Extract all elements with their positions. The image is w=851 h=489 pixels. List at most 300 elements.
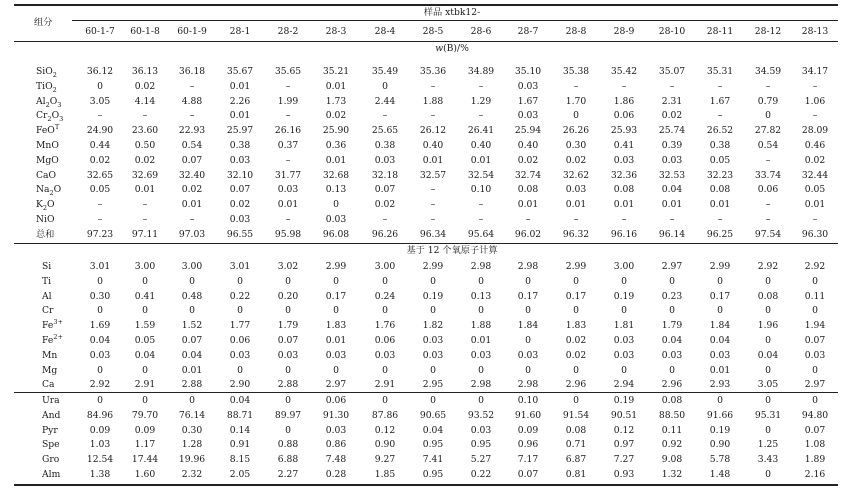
table-cell: 32.65 xyxy=(86,169,114,181)
table-cell: – xyxy=(430,110,436,122)
table-cell: 26.52 xyxy=(706,125,734,137)
table-cell: – xyxy=(669,80,675,92)
table-cell: 2.95 xyxy=(422,379,444,391)
row-label: And xyxy=(42,409,61,421)
table-cell: 28.09 xyxy=(801,125,829,137)
header-rule xyxy=(14,41,838,42)
table-cell: 9.08 xyxy=(661,454,683,466)
table-cell: 0 xyxy=(812,305,818,317)
table-cell: 97.23 xyxy=(86,228,114,240)
table-cell: 0.01 xyxy=(181,364,203,376)
table-cell: 0.10 xyxy=(517,395,539,406)
table-cell: 0.22 xyxy=(470,469,492,480)
table-cell: – xyxy=(765,199,771,211)
table-cell: 0.17 xyxy=(325,290,347,302)
table-cell: 0.02 xyxy=(661,110,683,122)
table-cell: 0.90 xyxy=(374,439,396,451)
table-cell: 0.02 xyxy=(517,154,539,166)
table-cell: 1.67 xyxy=(517,95,539,107)
table-cell: 32.23 xyxy=(706,169,734,181)
table-cell: 0.81 xyxy=(565,469,587,480)
row-label: $Na_2O$ xyxy=(36,184,62,198)
table-cell: 0 xyxy=(97,305,103,317)
table-cell: 0.01 xyxy=(229,80,251,92)
table-cell: 2.93 xyxy=(709,379,731,391)
table-cell: 25.74 xyxy=(658,125,686,137)
table-cell: 1.08 xyxy=(804,439,826,451)
column-header: 28-5 xyxy=(422,26,444,37)
table-cell: 0.04 xyxy=(661,335,683,346)
table-cell: 90.51 xyxy=(610,409,638,421)
table-cell: 0.08 xyxy=(709,184,731,196)
table-cell: 0.38 xyxy=(374,140,396,151)
table-cell: 32.74 xyxy=(514,169,542,181)
table-cell: 0 xyxy=(430,305,436,317)
table-cell: 0.91 xyxy=(229,439,251,451)
table-cell: 35.21 xyxy=(322,66,350,77)
table-cell: 2.44 xyxy=(374,95,396,107)
table-cell: 0.01 xyxy=(325,335,347,346)
table-cell: 3.01 xyxy=(229,261,251,272)
table-cell: 0 xyxy=(285,395,291,406)
table-cell: 0.40 xyxy=(470,140,492,151)
row-label: 总和 xyxy=(36,228,55,240)
table-cell: 0.28 xyxy=(325,469,347,480)
table-cell: 0.01 xyxy=(661,199,683,211)
table-cell: 96.14 xyxy=(658,228,686,240)
table-cell: 0.08 xyxy=(661,395,683,406)
table-cell: 0.08 xyxy=(613,184,635,196)
table-cell: 0 xyxy=(478,364,484,376)
table-cell: 33.74 xyxy=(754,169,782,181)
table-cell: 0 xyxy=(142,364,148,376)
table-cell: 0.03 xyxy=(517,110,539,122)
table-cell: 0.17 xyxy=(709,290,731,302)
table-cell: 1.81 xyxy=(613,320,635,332)
table-cell: 0 xyxy=(812,395,818,406)
table-cell: 0 xyxy=(333,199,339,211)
table-cell: 25.94 xyxy=(514,125,542,137)
table-cell: 2.92 xyxy=(804,261,826,272)
table-cell: 3.02 xyxy=(277,261,299,272)
table-cell: 89.97 xyxy=(274,409,302,421)
table-cell: 0 xyxy=(621,305,627,317)
table-cell: – xyxy=(430,199,436,211)
table-cell: 1.83 xyxy=(565,320,587,332)
table-cell: 2.91 xyxy=(374,379,396,391)
row-label: FeO$^T$ xyxy=(36,123,60,137)
table-cell: 1.06 xyxy=(804,95,826,107)
column-header: 28-12 xyxy=(754,26,782,37)
table-cell: 0.01 xyxy=(613,199,635,211)
table-cell: 0.03 xyxy=(613,154,635,166)
table-cell: 17.44 xyxy=(131,454,159,466)
table-cell: – xyxy=(812,80,818,92)
table-cell: – xyxy=(765,214,771,225)
table-cell: 0.03 xyxy=(325,214,347,225)
table-cell: 2.26 xyxy=(229,95,251,107)
table-cell: 32.57 xyxy=(419,169,447,181)
table-cell: 0 xyxy=(285,364,291,376)
table-cell: 1.28 xyxy=(181,439,203,451)
table-cell: 0.02 xyxy=(229,199,251,211)
table-cell: 0 xyxy=(142,305,148,317)
table-cell: 1.82 xyxy=(422,320,444,332)
table-cell: 1.89 xyxy=(804,454,826,466)
table-cell: – xyxy=(478,110,484,122)
table-cell: 0 xyxy=(285,305,291,317)
table-cell: 0.03 xyxy=(89,349,111,361)
table-cell: 0.01 xyxy=(470,335,492,346)
table-cell: 0 xyxy=(765,424,771,436)
table-cell: 0 xyxy=(97,80,103,92)
row-label: SiO$_2$ xyxy=(36,66,57,79)
table-cell: 0 xyxy=(765,335,771,346)
table-cell: 0.04 xyxy=(229,395,251,406)
table-cell: 90.65 xyxy=(419,409,447,421)
table-cell: – xyxy=(573,214,579,225)
table-cell: 0.04 xyxy=(422,424,444,436)
table-cell: 25.65 xyxy=(371,125,399,137)
table-cell: 0.03 xyxy=(517,349,539,361)
table-cell: 0.41 xyxy=(134,290,156,302)
table-cell: 0.36 xyxy=(325,140,347,151)
table-cell: 2.31 xyxy=(661,95,683,107)
top-rule xyxy=(14,4,838,6)
table-cell: 32.40 xyxy=(178,169,206,181)
table-cell: 25.90 xyxy=(322,125,350,137)
table-cell: 26.16 xyxy=(274,125,302,137)
table-cell: – xyxy=(430,184,436,196)
table-cell: 0.07 xyxy=(277,335,299,346)
section-title-weight-text: (B)/% xyxy=(443,43,469,54)
table-cell: 0.19 xyxy=(613,395,635,406)
table-cell: 0.03 xyxy=(325,349,347,361)
table-cell: 0 xyxy=(189,275,195,287)
table-cell: 0 xyxy=(382,80,388,92)
table-cell: 0 xyxy=(573,364,579,376)
table-cell: 3.05 xyxy=(89,95,111,107)
table-cell: 0.01 xyxy=(470,154,492,166)
table-cell: 32.10 xyxy=(226,169,254,181)
table-cell: 96.16 xyxy=(610,228,638,240)
table-cell: 0.24 xyxy=(374,290,396,302)
table-cell: 0.04 xyxy=(709,335,731,346)
table-cell: 7.27 xyxy=(613,454,635,466)
column-header: 28-2 xyxy=(277,26,299,37)
table-cell: 0.01 xyxy=(229,110,251,122)
column-header: 28-3 xyxy=(325,26,347,37)
table-cell: 35.65 xyxy=(274,66,302,77)
table-cell: 0 xyxy=(478,275,484,287)
table-cell: 0 xyxy=(142,395,148,406)
table-cell: 0.02 xyxy=(134,154,156,166)
table-cell: 1.88 xyxy=(422,95,444,107)
table-cell: 1.77 xyxy=(229,320,251,332)
table-cell: – xyxy=(142,199,148,211)
table-cell: 0.46 xyxy=(804,140,826,151)
table-cell: 0.07 xyxy=(517,469,539,480)
table-cell: 0.03 xyxy=(277,184,299,196)
table-cell: – xyxy=(765,154,771,166)
table-cell: 0 xyxy=(478,305,484,317)
table-cell: 1.69 xyxy=(89,320,111,332)
table-cell: 2.88 xyxy=(277,379,299,391)
table-cell: 0.04 xyxy=(661,184,683,196)
table-cell: 2.32 xyxy=(181,469,203,480)
table-cell: 0 xyxy=(765,395,771,406)
column-header: 60-1-8 xyxy=(130,26,160,37)
table-cell: 0.03 xyxy=(229,349,251,361)
table-cell: 34.17 xyxy=(801,66,829,77)
table-cell: 4.14 xyxy=(134,95,156,107)
table-cell: 0.03 xyxy=(709,349,731,361)
table-cell: 5.78 xyxy=(709,454,731,466)
table-cell: 0.02 xyxy=(565,349,587,361)
column-header: 28-7 xyxy=(517,26,539,37)
table-cell: 2.92 xyxy=(89,379,111,391)
table-cell: 0.86 xyxy=(325,439,347,451)
table-cell: – xyxy=(285,80,291,92)
table-cell: 2.90 xyxy=(229,379,251,391)
table-cell: 1.96 xyxy=(757,320,779,332)
table-cell: 96.08 xyxy=(322,228,350,240)
table-cell: 0 xyxy=(765,110,771,122)
table-cell: 0.09 xyxy=(134,424,156,436)
table-cell: 25.97 xyxy=(226,125,254,137)
table-cell: 0.03 xyxy=(325,424,347,436)
row-label: Si xyxy=(42,261,52,272)
table-cell: 0.17 xyxy=(565,290,587,302)
table-cell: 1.84 xyxy=(709,320,731,332)
table-cell: 0 xyxy=(382,395,388,406)
column-header: 28-10 xyxy=(658,26,686,37)
table-cell: 0.03 xyxy=(422,349,444,361)
table-cell: 0.06 xyxy=(374,335,396,346)
table-cell: 2.99 xyxy=(422,261,444,272)
table-cell: 1.03 xyxy=(89,439,111,451)
table-cell: – xyxy=(382,214,388,225)
table-cell: 1.67 xyxy=(709,95,731,107)
table-cell: 0.03 xyxy=(517,80,539,92)
table-cell: 0.38 xyxy=(709,140,731,151)
table-cell: 31.77 xyxy=(274,169,302,181)
table-cell: 32.54 xyxy=(467,169,495,181)
row-label: MgO xyxy=(36,154,59,166)
table-cell: 2.98 xyxy=(470,261,492,272)
table-cell: 2.96 xyxy=(661,379,683,391)
row-label: TiO$_2$ xyxy=(36,80,57,94)
table-cell: 2.96 xyxy=(565,379,587,391)
table-cell: 1.85 xyxy=(374,469,396,480)
table-cell: 26.12 xyxy=(419,125,447,137)
table-cell: – xyxy=(285,214,291,225)
table-cell: 0.44 xyxy=(89,140,111,151)
table-cell: 0.93 xyxy=(613,469,635,480)
table-cell: – xyxy=(525,214,531,225)
table-cell: 0.30 xyxy=(181,424,203,436)
table-cell: 1.79 xyxy=(661,320,683,332)
table-cell: 0.06 xyxy=(325,395,347,406)
table-cell: 0.50 xyxy=(134,140,156,151)
table-cell: 2.99 xyxy=(325,261,347,272)
table-cell: 0 xyxy=(765,305,771,317)
table-cell: 1.84 xyxy=(517,320,539,332)
table-cell: 97.03 xyxy=(178,228,206,240)
table-cell: 2.05 xyxy=(229,469,251,480)
table-cell: 0.07 xyxy=(804,424,826,436)
table-cell: 0 xyxy=(97,275,103,287)
table-cell: 36.13 xyxy=(131,66,159,77)
table-cell: 0.88 xyxy=(277,439,299,451)
table-cell: 88.50 xyxy=(658,409,686,421)
table-cell: 0 xyxy=(765,469,771,480)
table-cell: 35.67 xyxy=(226,66,254,77)
table-cell: 0 xyxy=(285,424,291,436)
table-cell: 2.16 xyxy=(804,469,826,480)
table-cell: – xyxy=(621,80,627,92)
table-cell: 97.11 xyxy=(131,228,159,240)
table-cell: 7.17 xyxy=(517,454,539,466)
table-cell: 2.27 xyxy=(277,469,299,480)
table-cell: – xyxy=(189,110,195,122)
table-cell: 0 xyxy=(333,364,339,376)
oxides-total-rule xyxy=(14,243,838,244)
row-label: Alm xyxy=(42,469,61,480)
table-cell: 0.05 xyxy=(134,335,156,346)
table-cell: 0.96 xyxy=(517,439,539,451)
table-cell: 96.30 xyxy=(801,228,829,240)
table-cell: 0.37 xyxy=(277,140,299,151)
table-cell: 0 xyxy=(478,395,484,406)
table-cell: 0 xyxy=(717,305,723,317)
table-cell: 0.03 xyxy=(277,349,299,361)
table-cell: 94.80 xyxy=(801,409,829,421)
table-cell: 0 xyxy=(97,395,103,406)
table-cell: 0.40 xyxy=(422,140,444,151)
table-cell: 0.30 xyxy=(89,290,111,302)
table-cell: 35.36 xyxy=(419,66,447,77)
table-cell: 35.42 xyxy=(610,66,638,77)
table-cell: 1.38 xyxy=(89,469,111,480)
table-cell: 0.01 xyxy=(804,199,826,211)
table-cell: 0.06 xyxy=(757,184,779,196)
table-cell: 0.09 xyxy=(517,424,539,436)
table-cell: 0 xyxy=(669,364,675,376)
table-cell: 0 xyxy=(812,364,818,376)
table-cell: 0 xyxy=(669,275,675,287)
table-cell: 2.92 xyxy=(757,261,779,272)
table-cell: 0.01 xyxy=(325,154,347,166)
table-cell: – xyxy=(285,154,291,166)
table-cell: 0.01 xyxy=(422,154,444,166)
table-cell: 79.70 xyxy=(131,409,159,421)
samples-underline xyxy=(72,20,838,21)
table-cell: 2.97 xyxy=(804,379,826,391)
table-cell: 1.59 xyxy=(134,320,156,332)
row-label: $Fe^{2+}$ xyxy=(42,332,63,346)
table-cell: 0.08 xyxy=(517,184,539,196)
table-cell: – xyxy=(765,80,771,92)
table-cell: 0 xyxy=(621,275,627,287)
table-cell: – xyxy=(478,80,484,92)
table-cell: 0 xyxy=(97,364,103,376)
table-cell: 0.13 xyxy=(325,184,347,196)
table-cell: 0.01 xyxy=(709,364,731,376)
table-cell: 32.53 xyxy=(658,169,686,181)
row-label: Al xyxy=(42,290,52,302)
row-label: Ca xyxy=(42,379,55,391)
table-cell: 0.04 xyxy=(89,335,111,346)
table-cell: 0.09 xyxy=(89,424,111,436)
table-cell: 0 xyxy=(189,305,195,317)
table-cell: 0.79 xyxy=(757,95,779,107)
table-cell: 0.06 xyxy=(613,110,635,122)
table-cell: 32.62 xyxy=(562,169,590,181)
table-cell: 6.87 xyxy=(565,454,587,466)
samples-header: 样品 xtbk12- xyxy=(423,7,481,18)
table-cell: 0.48 xyxy=(181,290,203,302)
table-cell: 0.38 xyxy=(229,140,251,151)
table-cell: 7.41 xyxy=(422,454,444,466)
row-label: $K_2O$ xyxy=(36,199,55,213)
table-cell: 1.99 xyxy=(277,95,299,107)
column-header: 28-9 xyxy=(613,26,635,37)
table-cell: 0.97 xyxy=(613,439,635,451)
table-cell: 1.32 xyxy=(661,469,683,480)
table-cell: 34.59 xyxy=(754,66,782,77)
table-cell: 1.76 xyxy=(374,320,396,332)
table-cell: 0.12 xyxy=(613,424,635,436)
table-cell: 91.66 xyxy=(706,409,734,421)
table-cell: 35.38 xyxy=(562,66,590,77)
table-cell: 0.04 xyxy=(181,349,203,361)
row-label: Ura xyxy=(42,395,60,406)
table-cell: 0 xyxy=(765,364,771,376)
table-cell: 0 xyxy=(285,275,291,287)
table-cell: 0.17 xyxy=(517,290,539,302)
table-cell: 0.03 xyxy=(470,349,492,361)
table-cell: 95.31 xyxy=(754,409,782,421)
table-cell: 2.88 xyxy=(181,379,203,391)
table-cell: 0.14 xyxy=(229,424,251,436)
table-cell: 32.18 xyxy=(371,169,399,181)
table-cell: – xyxy=(189,80,195,92)
table-cell: 2.99 xyxy=(565,261,587,272)
table-cell: 97.54 xyxy=(754,228,782,240)
table-cell: 3.00 xyxy=(181,261,203,272)
table-cell: 0.01 xyxy=(565,199,587,211)
cations-end-rule xyxy=(14,392,838,393)
table-cell: – xyxy=(97,199,103,211)
table-cell: – xyxy=(97,110,103,122)
table-cell: 0.05 xyxy=(804,184,826,196)
table-cell: 0 xyxy=(717,275,723,287)
table-cell: 0 xyxy=(382,305,388,317)
table-cell: 8.15 xyxy=(229,454,251,466)
table-cell: – xyxy=(812,110,818,122)
table-cell: 0.03 xyxy=(565,184,587,196)
table-cell: 0.02 xyxy=(89,154,111,166)
table-cell: 0.19 xyxy=(709,424,731,436)
table-cell: 0.95 xyxy=(422,469,444,480)
table-cell: 0 xyxy=(382,275,388,287)
table-cell: 35.31 xyxy=(706,66,734,77)
table-cell: 0.04 xyxy=(134,349,156,361)
table-cell: 0.01 xyxy=(517,199,539,211)
table-cell: 0.02 xyxy=(804,154,826,166)
table-cell: 35.10 xyxy=(514,66,542,77)
